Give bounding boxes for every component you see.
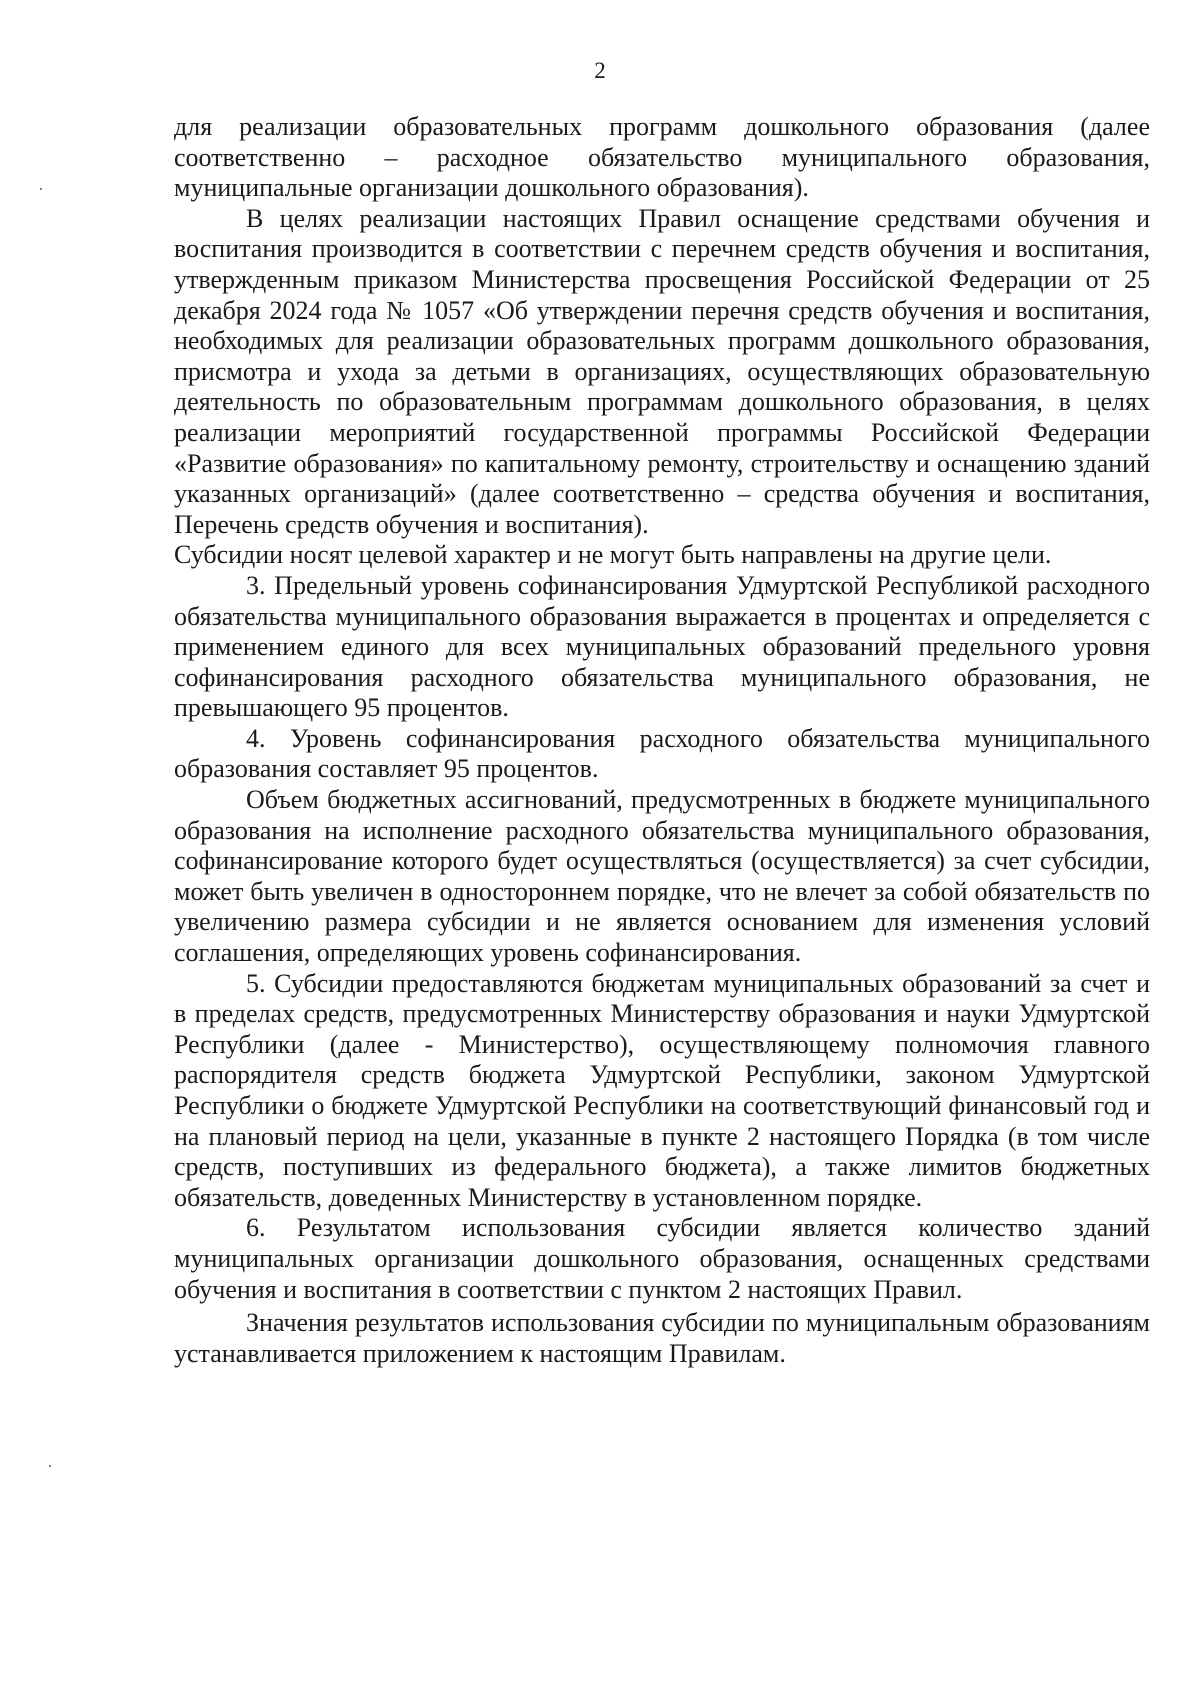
paragraph-item-5: 5. Субсидии предоставляются бюджетам муниципальных образований за счет и в пределах средств, предусмотренных Министерству образования и науки Удмуртской Республики (далее - Министерство), осуществляющему полномочия главного распорядителя средств бюджета Удмуртской Республики, законом Удмуртской Республики о бюджете Удмуртской Республики на соответствующий финансовый год и на плановый период на цели, указанные в пункте 2 настоящего Порядка (в том числе средств, поступивших из федерального бюджета), а также лимитов бюджетных обязательств, доведенных Министерству в установленном порядке. <box>174 968 1150 1212</box>
paragraph-equipment-list: В целях реализации настоящих Правил оснащение средствами обучения и воспитания производится в соответствии с перечнем средств обучения и воспитания, утвержденным приказом Министерства просвещения Российской Федерации от 25 декабря 2024 года № 1057 «Об утверждении перечня средств обучения и воспитания, необходимых для реализации образовательных программ дошкольного образования, присмотра и ухода за детьми в организациях, осуществляющих образовательную деятельность по образовательным программам дошкольного образования, в целях реализации мероприятий государственной программы Российской Федерации «Развитие образования» по капитальному ремонту, строительству и оснащению зданий указанных организаций» (далее соответственно – средства обучения и воспитания, Перечень средств обучения и воспитания). <box>174 203 1150 539</box>
paragraph-item-4: 4. Уровень софинансирования расходного обязательства муниципального образования составляет 95 процентов. <box>174 723 1150 784</box>
scan-speck <box>49 1465 51 1467</box>
paragraph-continuation: для реализации образовательных программ дошкольного образования (далее соответственно – расходное обязательство муниципального образования, муниципальные организации дошкольного образования). <box>174 112 1150 203</box>
paragraph-item-3: 3. Предельный уровень софинансирования Удмуртской Республикой расходного обязательства муниципального образования выражается в процентах и определяется с применением единого для всех муниципальных образований предельного уровня софинансирования расходного обязательства муниципального образования, не превышающего 95 процентов. <box>174 570 1150 723</box>
document-body <box>174 112 1150 1369</box>
page-number: 2 <box>594 58 606 83</box>
paragraph-item-6: 6. Результатом использования субсидии является количество зданий муниципальных организации дошкольного образования, оснащенных средствами обучения и воспитания в соответствии с пунктом 2 настоящих Правил. <box>174 1213 1150 1304</box>
scan-speck <box>40 188 42 190</box>
paragraph-result-values: Значения результатов использования субсидии по муниципальным образованиям устанавливается приложением к настоящим Правилам. <box>174 1308 1150 1368</box>
paragraph-subsidy-purpose: Субсидии носят целевой характер и не могут быть направлены на другие цели. <box>174 540 1052 570</box>
paragraph-budget-volume: Объем бюджетных ассигнований, предусмотренных в бюджете муниципального образования на исполнение расходного обязательства муниципального образования, софинансирование которого будет осуществляться (осуществляется) за счет субсидии, может быть увеличен в одностороннем порядке, что не влечет за собой обязательств по увеличению размера субсидии и не является основанием для изменения условий соглашения, определяющих уровень софинансирования. <box>174 785 1150 968</box>
